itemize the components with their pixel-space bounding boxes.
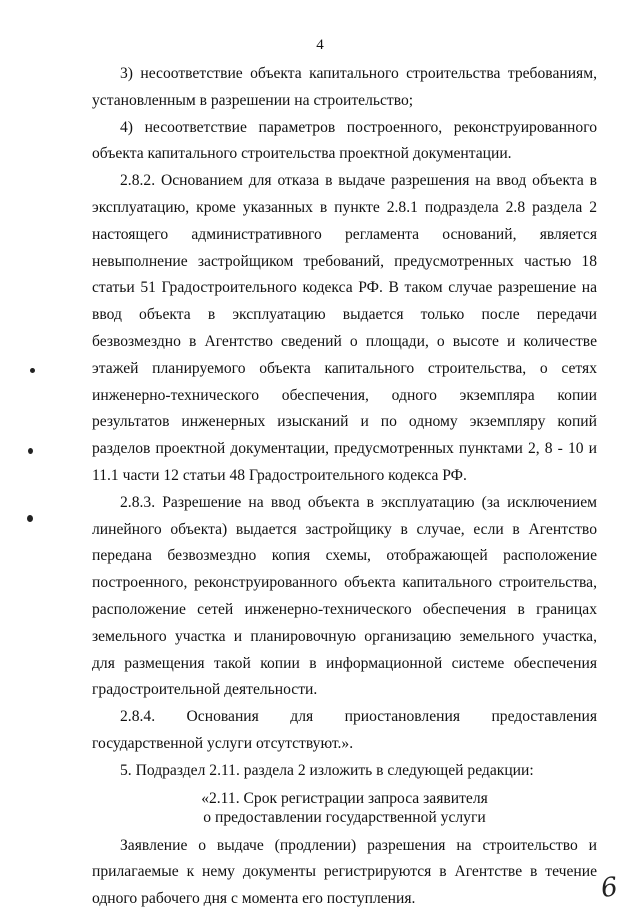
scan-mark-dot [28,448,33,454]
section-heading-line-2: о предоставлении государственной услуги [203,808,486,826]
scan-mark-dot [27,515,33,522]
section-heading [92,789,597,827]
paragraph-registration: Заявление о выдаче (продлении) разрешения на строительство и прилагаемые к нему документы регистрируются в Агентстве в течение одного рабочего дня с момента его поступления. [92,836,597,908]
paragraph-item-4: 4) несоответствие параметров построенного, реконструированного объекта капитального строительства проектной документации. [92,118,597,163]
section-heading-line-1: «2.11. Срок регистрации запроса заявителя [201,789,488,807]
paragraph-item-3: 3) несоответствие объекта капитального строительства требованиям, установленным в разрешении на строительство; [92,65,597,109]
paragraph-2-8-4: 2.8.4. Основания для приостановления предоставления государственной услуги отсутствуют.». [92,708,597,752]
paragraph-2-8-2: 2.8.2. Основанием для отказа в выдаче разрешения на ввод объекта в эксплуатацию, кроме указанных в пункте 2.8.1 подраздела 2.8 раздела 2 настоящего административного регламента оснований, является невыполнение застройщиком требований, предусмотренных частью 18 статьи 51 Градостроительного кодекса РФ. В таком случае разрешение на ввод объекта в эксплуатацию выдается только после передачи безвозмездно в Агентство сведений о площади, о высоте и количестве этажей планируемого объекта капитального строительства, о сетях инженерно-технического обеспечения, одного экземпляра копии результатов инженерных изысканий и по одному экземпляру копий разделов проектной документации, предусмотренных пунктами 2, 8 - 10 и 11.1 части 12 статьи 48 Градостроительного кодекса РФ. [92,172,597,484]
scan-mark-dot [30,368,35,373]
paragraph-2-8-3: 2.8.3. Разрешение на ввод объекта в эксплуатацию (за исключением линейного объекта) выдается застройщику в случае, если в Агентство передана безвозмездно копия схемы, отображающей расположение построенного, реконструированного объекта капитального строительства, расположение сетей инженерно-технического обеспечения в границах земельного участка и планировочную организацию земельного участка, для размещения такой копии в информационной системе обеспечения градостроительной деятельности. [92,493,597,699]
paragraph-item-5: 5. Подраздел 2.11. раздела 2 изложить в следующей редакции: [120,761,534,779]
handwritten-page-mark: 6 [599,871,621,905]
document-body [92,61,597,913]
page-number: 4 [316,37,324,53]
